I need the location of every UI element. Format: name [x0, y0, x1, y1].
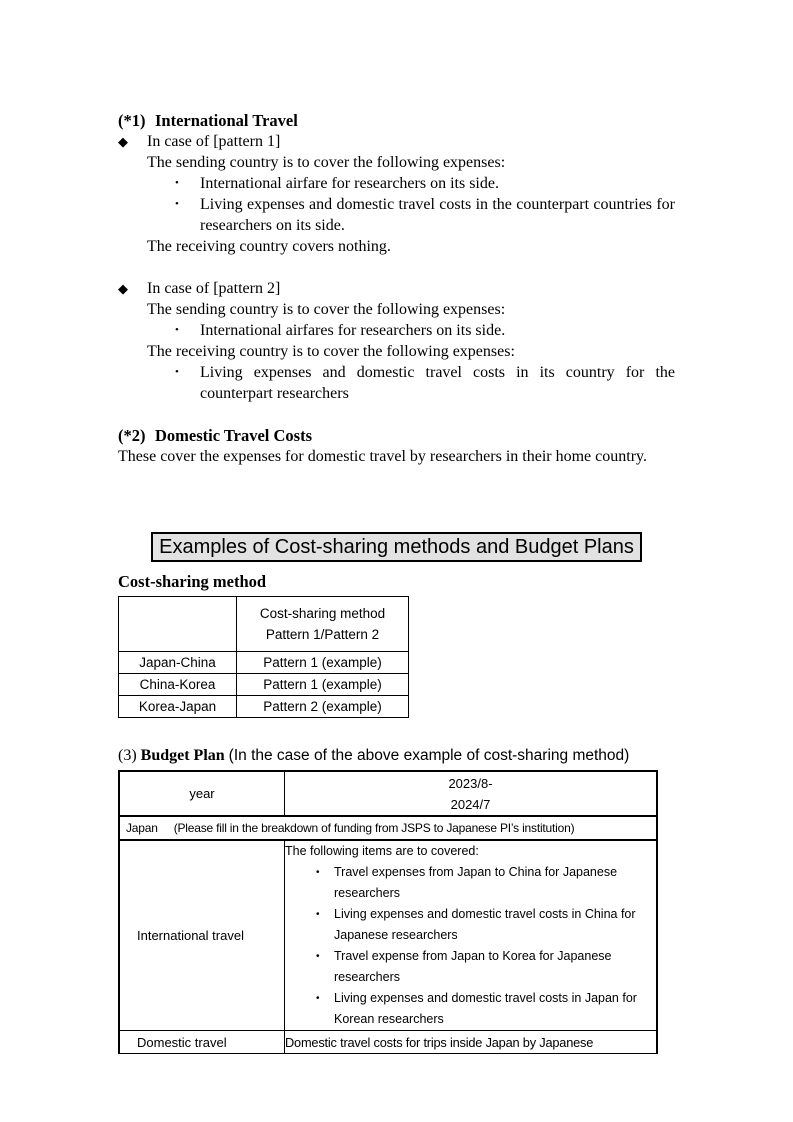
intl-item-4: [316, 988, 656, 1030]
table-row: [119, 652, 409, 674]
budget-plan-title: Budget Plan: [140, 747, 225, 764]
table-row: [119, 696, 409, 718]
method-cell: Pattern 2 (example): [237, 696, 409, 718]
budget-plan-table: [118, 770, 658, 1054]
international-travel-label: International travel: [119, 840, 285, 1031]
pair-cell: Japan-China: [119, 652, 237, 674]
diamond-bullet-icon: ◆: [118, 281, 128, 296]
method-cell: Pattern 1 (example): [237, 652, 409, 674]
pattern1-item-2-text: Living expenses and domestic travel costs in the counterpart countries for researchers on its side.: [200, 196, 675, 234]
intl-item-2-text: Living expenses and domestic travel costs in China for Japanese researchers: [334, 907, 636, 942]
diamond-bullet-icon: ◆: [118, 134, 128, 149]
pattern1-receiving-line: The receiving country covers nothing.: [147, 238, 391, 255]
round-bullet-icon: •: [175, 198, 179, 210]
budget-plan-heading: [118, 745, 675, 766]
japan-label: Japan: [126, 820, 158, 835]
intl-item-3: [316, 946, 656, 988]
section2-body: These cover the expenses for domestic travel by researchers in their home country.: [118, 448, 647, 465]
budget-plan-number: (3): [118, 747, 137, 764]
japan-cell: [119, 816, 657, 840]
year-row: [119, 771, 657, 816]
domestic-travel-row: [119, 1031, 657, 1054]
section2-number: (*2): [118, 426, 146, 445]
pattern2-receiving-item-1-text: Living expenses and domestic travel costs in its country for the counterpart researchers: [200, 364, 675, 402]
round-bullet-icon: •: [175, 177, 179, 189]
round-bullet-icon: •: [316, 909, 320, 920]
budget-plan-note: (In the case of the above example of cost-sharing method): [228, 747, 630, 764]
document-content: [118, 110, 675, 1054]
pattern2-sending-item-1-text: International airfares for researchers on its side.: [200, 322, 506, 339]
intl-item-1-text: Travel expenses from Japan to China for Japanese researchers: [334, 865, 618, 900]
year-label-cell: year: [119, 771, 285, 816]
japan-note: (Please fill in the breakdown of funding from JSPS to Japanese PI’s institution): [173, 820, 575, 835]
year-value-cell: [285, 771, 658, 816]
pair-cell: Korea-Japan: [119, 696, 237, 718]
pattern1-sending-line: The sending country is to cover the following expenses:: [147, 154, 506, 171]
pattern2-heading-row: [118, 278, 675, 299]
section1-title: International Travel: [155, 111, 298, 130]
cost-sharing-header-row: [119, 597, 409, 652]
intl-item-3-text: Travel expense from Japan to Korea for Japanese researchers: [334, 949, 612, 984]
cost-sharing-header-cell: [237, 597, 409, 652]
cost-sharing-header-line1: Cost-sharing method: [259, 606, 386, 621]
domestic-travel-value: Domestic travel costs for trips inside Japan by Japanese: [285, 1031, 658, 1054]
pattern1-item-2: [175, 194, 675, 236]
year-value-line1: 2023/8-: [448, 775, 493, 791]
pattern2-sending-line: The sending country is to cover the following expenses:: [147, 301, 506, 318]
round-bullet-icon: •: [316, 951, 320, 962]
intl-item-2: [316, 904, 656, 946]
cost-sharing-header-empty-cell: [119, 597, 237, 652]
section2-title: Domestic Travel Costs: [155, 426, 313, 445]
intl-item-4-text: Living expenses and domestic travel costs in Japan for Korean researchers: [334, 991, 637, 1026]
cost-sharing-header-line2: Pattern 1/Pattern 2: [265, 627, 380, 642]
domestic-travel-label: Domestic travel: [119, 1031, 285, 1054]
table-row: [119, 674, 409, 696]
pattern2-heading: In case of [pattern 2]: [147, 280, 281, 297]
cost-sharing-table: [118, 596, 409, 718]
method-cell: Pattern 1 (example): [237, 674, 409, 696]
section2-heading: [118, 425, 675, 446]
pattern1-heading-row: [118, 131, 675, 152]
pattern2-receiving-item-1: [175, 362, 675, 404]
section1-number: (*1): [118, 111, 146, 130]
international-travel-items-cell: [285, 840, 658, 1031]
round-bullet-icon: •: [175, 366, 179, 378]
japan-row: [119, 816, 657, 840]
round-bullet-icon: •: [316, 993, 320, 1004]
pattern2-sending-item-1: [175, 320, 675, 341]
pattern1-item-1-text: International airfare for researchers on its side.: [200, 175, 499, 192]
year-value-line2: 2024/7: [450, 796, 491, 812]
section1-heading: [118, 110, 675, 131]
pair-cell: China-Korea: [119, 674, 237, 696]
intl-intro-line: The following items are to covered:: [285, 844, 479, 858]
pattern1-item-1: [175, 173, 675, 194]
examples-banner: Examples of Cost-sharing methods and Budget Plans: [151, 532, 642, 562]
japan-line: [120, 818, 656, 839]
pattern2-receiving-line: The receiving country is to cover the following expenses:: [147, 343, 515, 360]
international-travel-row: [119, 840, 657, 1031]
pattern1-heading: In case of [pattern 1]: [147, 133, 281, 150]
round-bullet-icon: •: [175, 324, 179, 336]
round-bullet-icon: •: [316, 867, 320, 878]
cost-sharing-heading: Cost-sharing method: [118, 572, 267, 591]
intl-item-1: [316, 862, 656, 904]
